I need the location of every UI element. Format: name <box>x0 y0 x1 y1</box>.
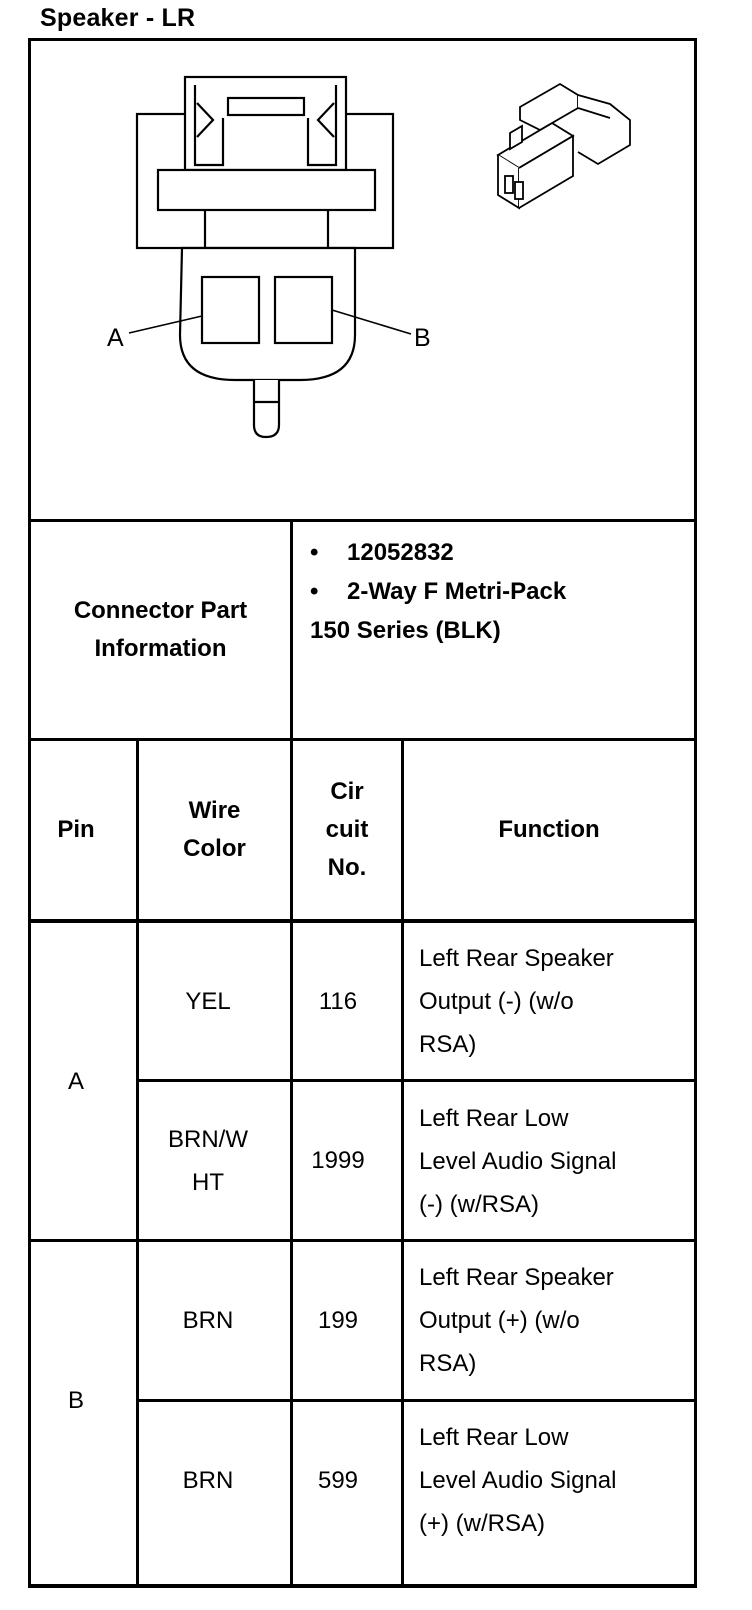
circuit-cell: 199 <box>317 1307 359 1334</box>
connector-series-item: 150 Series (BLK) <box>310 617 501 644</box>
pin-label-a: A <box>107 324 124 352</box>
bullet-icon: • <box>310 578 319 605</box>
function-cell: Left Rear Low Level Audio Signal (+) (w/RSA) <box>419 1424 617 1537</box>
circuit-cell: 1999 <box>311 1147 365 1174</box>
wire-color-cell: YEL <box>185 987 231 1015</box>
wire-color-cell: BRN <box>182 1307 234 1334</box>
header-function: Function <box>498 816 600 843</box>
function-cell: Left Rear Speaker Output (-) (w/o RSA) <box>419 945 614 1058</box>
page-title: Speaker - LR <box>40 4 196 32</box>
header-pin: Pin <box>57 816 95 843</box>
wire-color-cell: BRN/W HT <box>168 1125 248 1196</box>
bullet-icon: • <box>310 539 319 566</box>
divider-part-info-col <box>290 519 293 741</box>
part-info-label-line1: Connector Part <box>73 597 248 624</box>
connector-face-diagram <box>0 41 752 521</box>
part-info-label <box>31 522 290 738</box>
pin-cell-a: A <box>67 1067 84 1095</box>
part-number-item: • 12052832 <box>310 539 454 566</box>
header-circuit-no: Cir cuit No. <box>325 778 369 881</box>
header-wire-color: Wire Color <box>183 797 246 862</box>
function-cell: Left Rear Low Level Audio Signal (-) (w/RSA) <box>419 1105 617 1218</box>
connector-type-item: • 2-Way F Metri-Pack <box>310 578 567 605</box>
pin-cell-b: B <box>67 1386 84 1414</box>
part-info-label-line2: Information <box>94 635 227 662</box>
circuit-cell: 116 <box>318 987 358 1015</box>
function-cell: Left Rear Speaker Output (+) (w/o RSA) <box>419 1264 614 1377</box>
pin-label-b: B <box>414 324 431 352</box>
wire-color-cell: BRN <box>182 1467 234 1494</box>
circuit-cell: 599 <box>317 1467 359 1494</box>
bottom-border <box>28 1584 697 1588</box>
